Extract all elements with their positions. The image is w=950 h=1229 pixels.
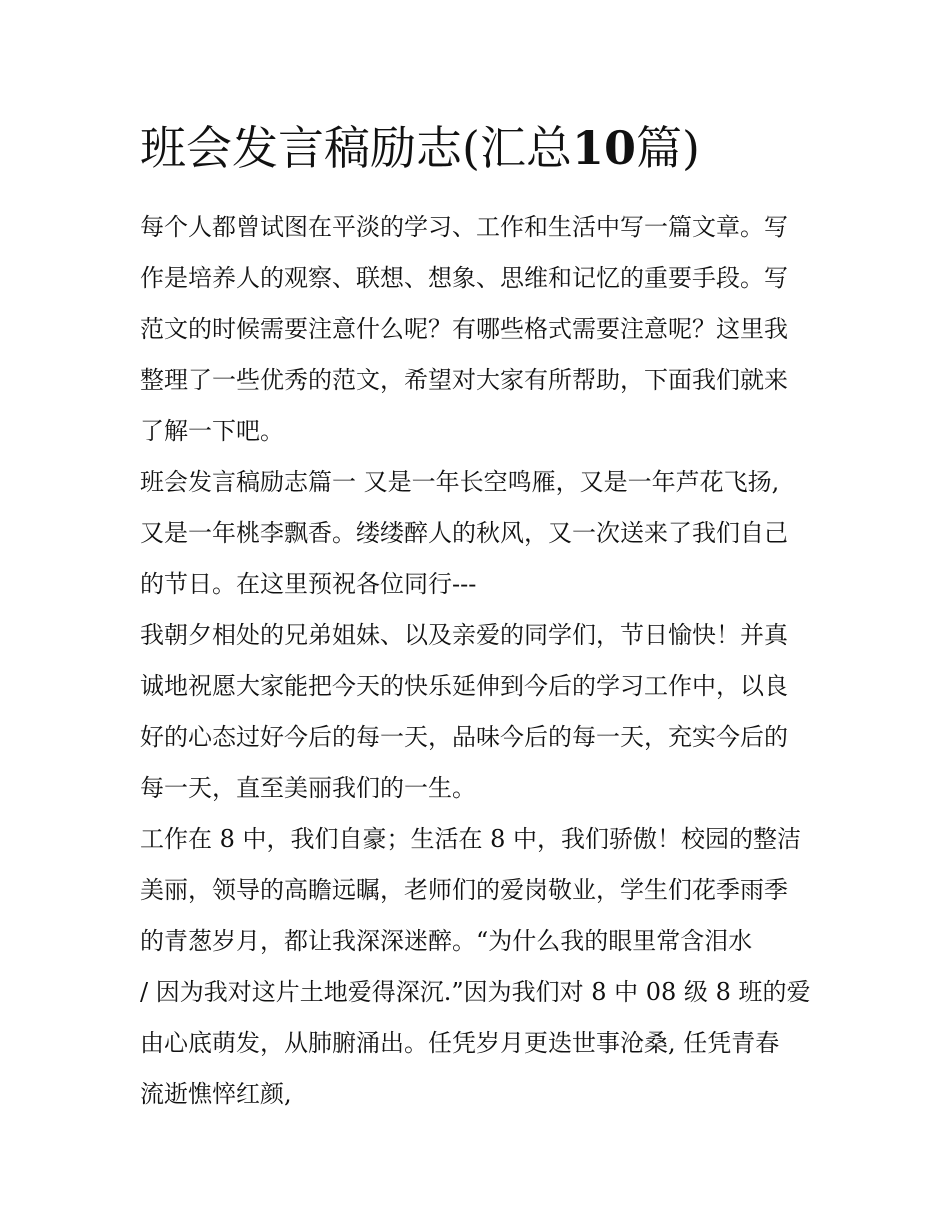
title-number: 10 [571,121,636,175]
body-line: 班会发言稿励志篇一 又是一年长空鸣雁，又是一年芦花飞扬, [140,468,780,496]
body-line: 美丽，领导的高瞻远瞩，老师们的爱岗敬业，学生们花季雨季 [140,876,788,904]
body-line: 作是培养人的观察、联想、想象、思维和记忆的重要手段。写 [140,264,788,292]
document-title [140,118,700,178]
body-line: 了解一下吧。 [140,417,284,445]
document-body [140,202,820,1120]
body-line: 流逝憔悴红颜, [140,1080,292,1108]
body-line: 每一天，直至美丽我们的一生。 [140,774,476,802]
body-line: 范文的时候需要注意什么呢？有哪些格式需要注意呢？这里我 [140,315,788,343]
body-line: 好的心态过好今后的每一天，品味今后的每一天，充实今后的 [140,723,788,751]
body-line: 的节日。在这里预祝各位同行--- [140,570,477,598]
body-line: 我朝夕相处的兄弟姐妹、以及亲爱的同学们，节日愉快！并真 [140,621,788,649]
body-line: 的青葱岁月，都让我深深迷醉。“为什么我的眼里常含泪水 [140,927,753,955]
body-line: 每个人都曾试图在平淡的学习、工作和生活中写一篇文章。写 [140,213,788,241]
body-line: 由心底萌发，从肺腑涌出。任凭岁月更迭世事沧桑, 任凭青春 [140,1029,780,1057]
title-prefix: 班会发言稿励志(汇总 [140,121,572,175]
body-line: / 因为我对这片土地爱得深沉.”因为我们对 8 中 08 级 8 班的爱 [140,978,811,1006]
body-line: 诚地祝愿大家能把今天的快乐延伸到今后的学习工作中，以良 [140,672,788,700]
body-line: 整理了一些优秀的范文，希望对大家有所帮助，下面我们就来 [140,366,788,394]
title-suffix: 篇) [635,121,700,175]
body-line: 工作在 8 中，我们自豪；生活在 8 中，我们骄傲！校园的整洁 [140,825,802,853]
body-line: 又是一年桃李飘香。缕缕醉人的秋风，又一次送来了我们自己 [140,519,788,547]
